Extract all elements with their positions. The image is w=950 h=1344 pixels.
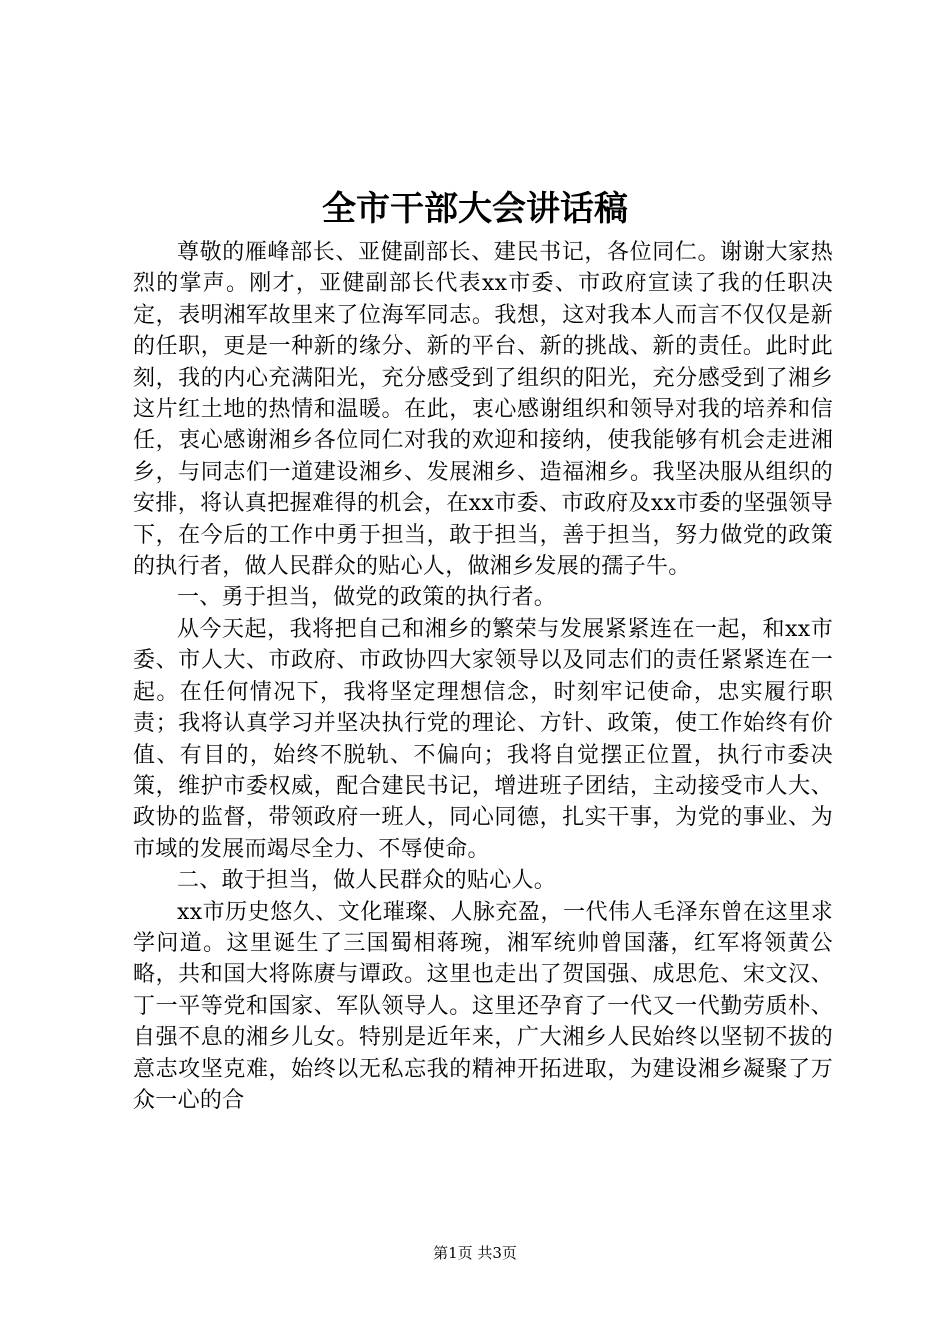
document-body: [133, 237, 833, 1116]
section-heading-1: 一、勇于担当，做党的政策的执行者。: [177, 585, 557, 611]
page-number-footer: 第1页 共3页: [433, 1244, 517, 1262]
paragraph-section-2: xx市历史悠久、文化璀璨、人脉充盈，一代伟人毛泽东曾在这里求学问道。这里诞生了三国蜀相蒋琬，湘军统帅曾国藩，红军将领黄公略，共和国大将陈赓与谭政。这里也走出了贺国强、成思危、宋文汉、丁一平等党和国家、军队领导人。这里还孕育了一代又一代勤劳质朴、自强不息的湘乡儿女。特别是近年来，广大湘乡人民始终以坚韧不拔的意志攻坚克难，始终以无私忘我的精神开拓进取，为建设湘乡凝聚了万众一心的合: [133, 899, 833, 1113]
paragraph-section-1: 从今天起，我将把自己和湘乡的繁荣与发展紧紧连在一起，和xx市委、市人大、市政府、市政协四大家领导以及同志们的责任紧紧连在一起。在任何情况下，我将坚定理想信念，时刻牢记使命，忠实履行职责；我将认真学习并坚决执行党的理论、方针、政策，使工作始终有价值、有目的，始终不脱轨、不偏向；我将自觉摆正位置，执行市委决策，维护市委权威，配合建民书记，增进班子团结，主动接受市人大、政协的监督，带领政府一班人，同心同德，扎实干事，为党的事业、为市域的发展而竭尽全力、不辱使命。: [133, 616, 833, 862]
document-title: 全市干部大会讲话稿: [322, 189, 628, 229]
paragraph-opening: 尊敬的雁峰部长、亚健副部长、建民书记，各位同仁。谢谢大家热烈的掌声。刚才，亚健副部长代表xx市委、市政府宣读了我的任职决定，表明湘军故里来了位海军同志。我想，这对我本人而言不仅仅是新的任职，更是一种新的缘分、新的平台、新的挑战、新的责任。此时此刻，我的内心充满阳光，充分感受到了组织的阳光，充分感受到了湘乡这片红土地的热情和温暖。在此，衷心感谢组织和领导对我的培养和信任，衷心感谢湘乡各位同仁对我的欢迎和接纳，使我能够有机会走进湘乡，与同志们一道建设湘乡、发展湘乡、造福湘乡。我坚决服从组织的安排，将认真把握难得的机会，在xx市委、市政府及xx市委的坚强领导下，在今后的工作中勇于担当，敢于担当，善于担当，努力做党的政策的执行者，做人民群众的贴心人，做湘乡发展的孺子牛。: [133, 240, 833, 580]
section-heading-2: 二、敢于担当，做人民群众的贴心人。: [177, 868, 557, 894]
